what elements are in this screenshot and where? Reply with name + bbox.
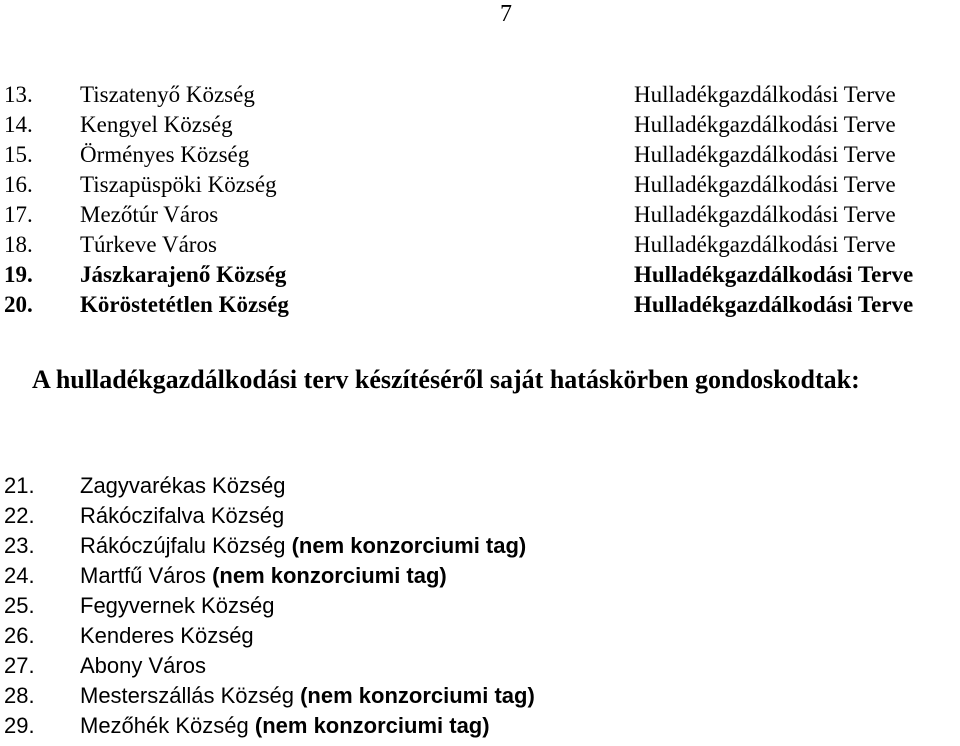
membership-note: (nem konzorciumi tag) [300,683,535,708]
plan-list [4,80,960,320]
municipality-name: Örményes Község [80,142,250,167]
list-item [4,200,960,230]
municipality-name [80,681,535,711]
municipality-name: Tiszapüspöki Község [80,172,277,197]
municipality-label: Rákóczújfalu Község [80,533,286,558]
list-item [4,621,960,651]
membership-note: (nem konzorciumi tag) [212,563,447,588]
plan-type: Hulladékgazdálkodási Terve [634,142,896,167]
membership-note: (nem konzorciumi tag) [254,713,490,738]
list-item [4,651,960,681]
list-item [4,681,960,711]
municipality-name: Mezőtúr Város [80,202,219,227]
membership-note: (nem konzorciumi tag) [291,533,527,558]
municipality-name: Kengyel Község [80,112,233,137]
item-number: 13. [4,82,33,107]
list-item [4,260,960,290]
self-managed-list [4,471,960,741]
item-number: 18. [4,232,33,257]
plan-type: Hulladékgazdálkodási Terve [634,172,896,197]
plan-type: Hulladékgazdálkodási Terve [634,292,914,317]
item-number: 23. [4,533,35,558]
municipality-name: Köröstetétlen Község [80,292,289,317]
plan-type: Hulladékgazdálkodási Terve [634,112,896,137]
item-number: 14. [4,112,33,137]
item-number: 20. [4,292,33,317]
plan-type: Hulladékgazdálkodási Terve [634,202,896,227]
municipality-label: Rákóczifalva Község [80,503,285,528]
municipality-name [80,471,285,501]
municipality-name [80,621,254,651]
item-number: 26. [4,623,35,648]
municipality-label: Fegyvernek Község [80,593,275,618]
municipality-name [80,591,274,621]
item-number: 28. [4,683,35,708]
municipality-name: Jászkarajenő Község [80,262,287,287]
plan-type: Hulladékgazdálkodási Terve [634,232,896,257]
item-number: 21. [4,473,35,498]
list-item [4,591,960,621]
list-item [4,230,960,260]
plan-type: Hulladékgazdálkodási Terve [634,262,914,287]
item-number: 15. [4,142,33,167]
municipality-name [80,711,490,741]
municipality-label: Martfű Város [80,563,206,588]
municipality-label: Abony Város [80,653,206,678]
municipality-label: Mezőhék Község [80,713,249,738]
section-heading: A hulladékgazdálkodási terv készítéséről saját hatáskörben gondoskodtak: [32,365,860,394]
list-item [4,711,960,741]
item-number: 17. [4,202,33,227]
municipality-name: Túrkeve Város [80,232,217,257]
item-number: 22. [4,503,35,528]
item-number: 29. [4,713,35,738]
list-item [4,290,960,320]
list-item [4,471,960,501]
municipality-label: Zagyvarékas Község [80,473,286,498]
list-item [4,110,960,140]
item-number: 25. [4,593,35,618]
list-item [4,501,960,531]
list-item [4,531,960,561]
list-item [4,80,960,110]
plan-type: Hulladékgazdálkodási Terve [634,82,896,107]
list-item [4,561,960,591]
item-number: 27. [4,653,35,678]
item-number: 16. [4,172,33,197]
item-number: 24. [4,563,35,588]
municipality-name: Tiszatenyő Község [80,82,255,107]
municipality-name [80,501,284,531]
municipality-name [80,651,206,681]
municipality-label: Mesterszállás Község [80,683,294,708]
municipality-name [80,531,526,561]
municipality-name [80,561,447,591]
list-item [4,140,960,170]
page-number: 7 [500,1,512,27]
item-number: 19. [4,262,33,287]
municipality-label: Kenderes Község [80,623,254,648]
list-item [4,170,960,200]
